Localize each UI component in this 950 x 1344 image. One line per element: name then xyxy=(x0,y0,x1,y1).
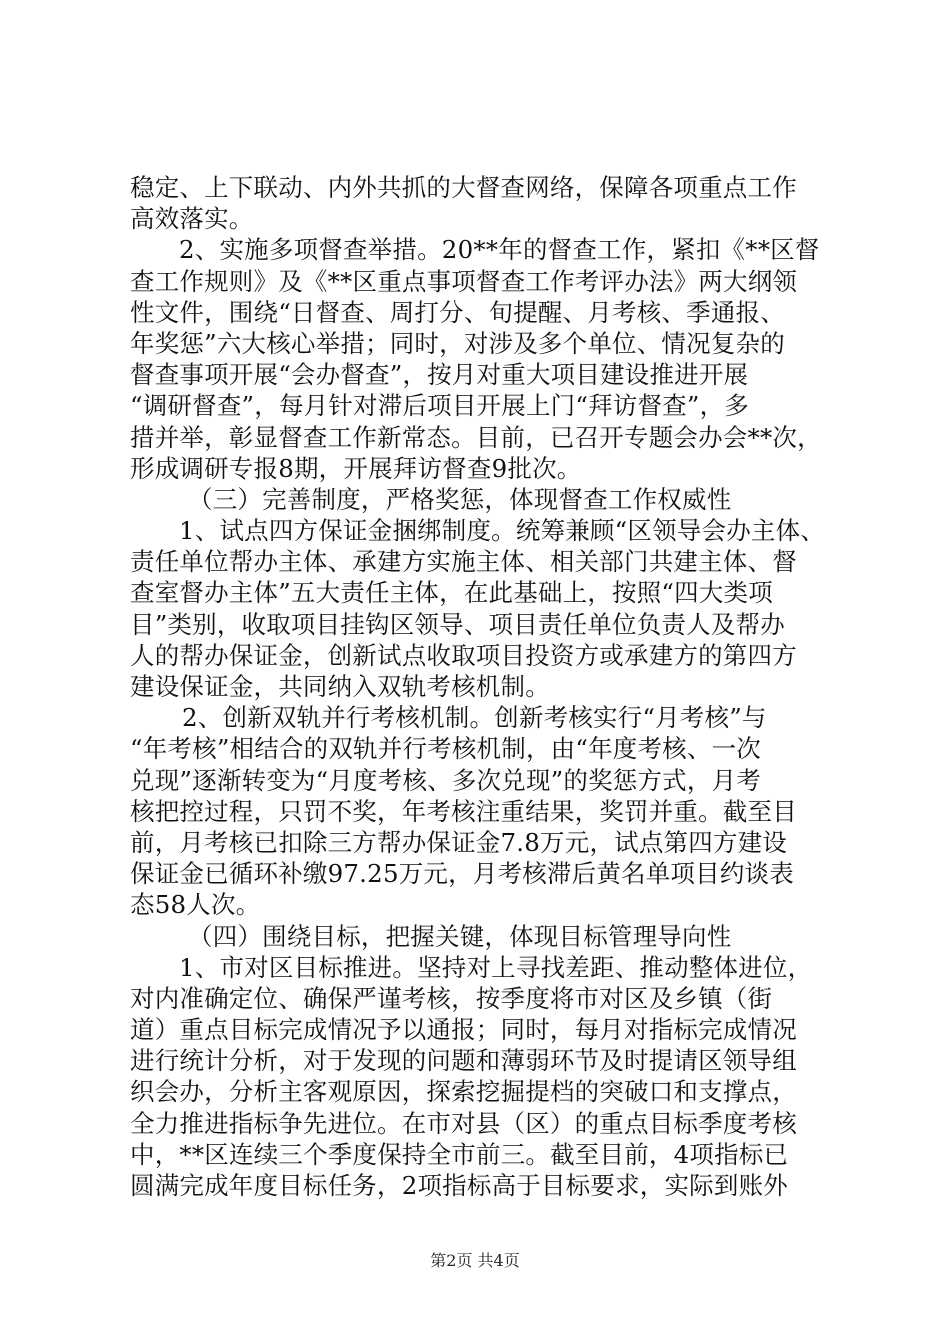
paragraph-line: 2、创新双轨并行考核机制。创新考核实行“月考核”与 xyxy=(182,703,767,733)
paragraph-line: 道）重点目标完成情况予以通报；同时，每月对指标完成情况 xyxy=(130,1015,797,1045)
section-heading: （四）围绕目标，把握关键，体现目标管理导向性 xyxy=(188,921,732,951)
section-heading: （三）完善制度，严格奖惩，体现督查工作权威性 xyxy=(188,484,732,514)
paragraph-line: 态58人次。 xyxy=(130,890,261,920)
paragraph-line: 查室督办主体”五大责任主体，在此基础上，按照“四大类项 xyxy=(130,578,773,608)
paragraph-line: 1、市对区目标推进。坚持对上寻找差距、推动整体进位， xyxy=(179,952,813,982)
paragraph-line: 核把控过程，只罚不奖，年考核注重结果，奖罚并重。截至目 xyxy=(130,796,797,826)
paragraph-line: 进行统计分析，对于发现的问题和薄弱环节及时提请区领导组 xyxy=(130,1046,797,1076)
paragraph-line: 督查事项开展“会办督查”，按月对重大项目建设推进开展 xyxy=(130,360,749,390)
paragraph-line: 前，月考核已扣除三方帮办保证金7.8万元，试点第四方建设 xyxy=(130,827,788,857)
paragraph-line: 建设保证金，共同纳入双轨考核机制。 xyxy=(130,672,550,701)
paragraph-line: “年考核”相结合的双轨并行考核机制，由“年度考核、一次 xyxy=(130,734,761,764)
paragraph-line: 织会办，分析主客观原因，探索挖掘提档的突破口和支撑点， xyxy=(130,1077,797,1107)
paragraph-line: 对内准确定位、确保严谨考核，按季度将市对区及乡镇（街 xyxy=(130,983,773,1013)
paragraph-line: 圆满完成年度目标任务，2项指标高于目标要求，实际到账外 xyxy=(130,1171,788,1200)
paragraph-line: 中，**区连续三个季度保持全市前三。截至目前，4项指标已 xyxy=(130,1139,789,1169)
paragraph-line: 保证金已循环补缴97.25万元，月考核滞后黄名单项目约谈表 xyxy=(130,859,794,889)
paragraph-line: 人的帮办保证金，创新试点收取项目投资方或承建方的第四方 xyxy=(130,640,797,670)
paragraph-line: 年奖惩”六大核心举措；同时，对涉及多个单位、情况复杂的 xyxy=(130,328,785,358)
paragraph-line: 高效落实。 xyxy=(130,204,254,234)
page-number-footer: 第2页 共4页 xyxy=(430,1251,520,1270)
paragraph-line: 形成调研专报8期，开展拜访督查9批次。 xyxy=(130,453,582,483)
paragraph-line: 目”类别，收取项目挂钩区领导、项目责任单位负责人及帮办 xyxy=(130,609,785,639)
paragraph-line: 全力推进指标争先进位。在市对县（区）的重点目标季度考核 xyxy=(130,1108,797,1138)
paragraph-line: 兑现”逐渐转变为“月度考核、多次兑现”的奖惩方式，月考 xyxy=(130,765,761,795)
paragraph-line: 责任单位帮办主体、承建方实施主体、相关部门共建主体、督 xyxy=(130,547,797,577)
paragraph-line: 2、实施多项督查举措。20**年的督查工作，紧扣《**区督 xyxy=(179,235,820,265)
paragraph-line: 查工作规则》及《**区重点事项督查工作考评办法》两大纲领 xyxy=(130,266,798,296)
paragraph-line: 稳定、上下联动、内外共抓的大督查网络，保障各项重点工作 xyxy=(130,173,797,202)
document-body xyxy=(130,172,830,1201)
paragraph-line: 1、试点四方保证金捆绑制度。统筹兼顾“区领导会办主体、 xyxy=(179,516,826,546)
paragraph-line: 性文件，围绕“日督查、周打分、旬提醒、月考核、季通报、 xyxy=(130,297,785,327)
paragraph-line: “调研督查”，每月针对滞后项目开展上门“拜访督查”，多 xyxy=(130,391,749,421)
paragraph-line: 措并举，彰显督查工作新常态。目前，已召开专题会办会**次， xyxy=(130,422,822,452)
